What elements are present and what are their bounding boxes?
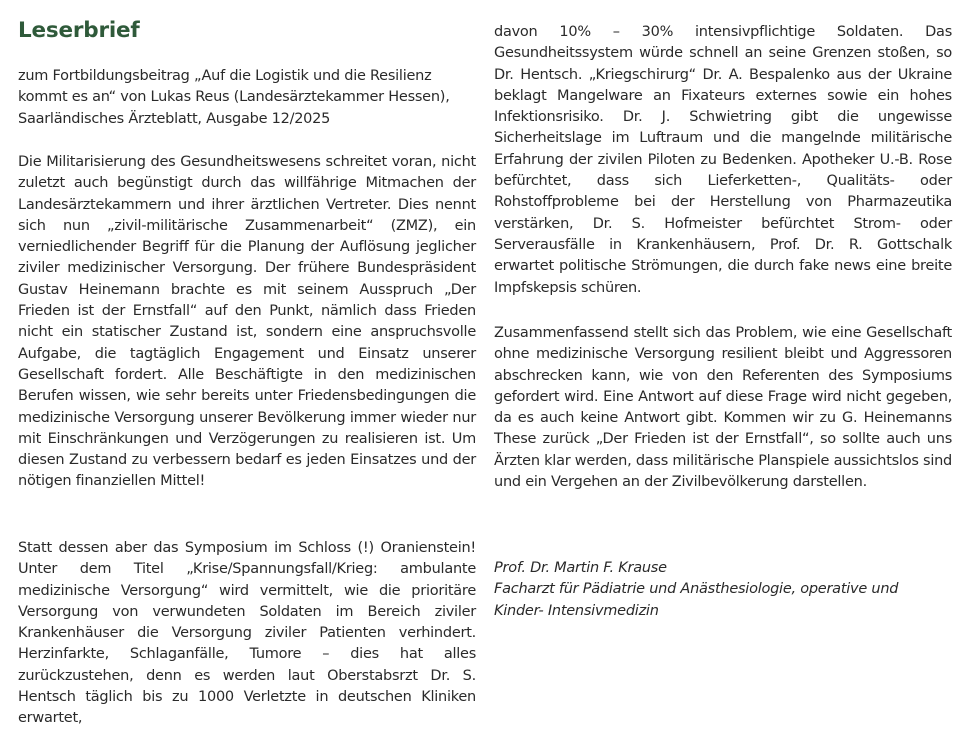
paragraph-2: Statt dessen aber das Symposium im Schloss (!) Oranienstein! Unter dem Titel „Krise/Spannungsfall/Krieg: ambulante medizinische Versorgung“ wird vermittelt, wie die prioritäre Versorgung von verwundeten Soldaten im Bereich ziviler Krankenhäuser die Versorgung ziviler Patienten verhindert. Herzinfarkte, Schlaganfälle, Tumore – dies hat alles zurückzustehen, denn es werden laut Oberstabsrzt Dr. S. Hentsch täglich bis zu 1000 Verletzte in deutschen Kliniken erwartet, bbox=[18, 540, 476, 727]
paragraph-4: Zusammenfassend stellt sich das Problem, wie eine Gesellschaft ohne medizinische Versorgung resilient bleibt und Aggressoren abschrecken kann, wie von den Referenten des Symposiums gefordert wird. Eine Antwort auf diese Frage wird nicht gegeben, da es auch keine Antwort gibt. Kommen wir zu G. Heinemanns These zurück „Der Frieden ist der Ernstfall“, so sollte auch uns Ärzten klar werden, dass militärische Planspiele aussichtslos sind und ein Vergehen an der Zivilbevölkerung darstellen. bbox=[494, 325, 952, 491]
signature-name: Prof. Dr. Martin F. Krause bbox=[494, 560, 667, 576]
signature-title-line-1: Facharzt für Pädiatrie und Anästhesiologie, operative und bbox=[494, 581, 899, 598]
letter-heading: Leserbrief bbox=[18, 18, 140, 43]
signature-title-line-2: Kinder- Intensivmedizin bbox=[494, 602, 659, 619]
letter-intro: zum Fortbildungsbeitrag „Auf die Logistik und die Resilienz kommt es an“ von Lukas Reus (Landesärztekammer Hessen), Saarländisches Ärzteblatt, Ausgabe 12/2025 bbox=[18, 68, 450, 127]
paragraph-1: Die Militarisierung des Gesundheitswesens schreitet voran, nicht zuletzt auch begünstigt durch das willfährige Mitmachen der Landesärztekammern und ihrer ärztlichen Vertreter. Dies nennt sich nun „zivil-militärische Zusammenarbeit“ (ZMZ), ein verniedlichender Begriff für die Planung der Auflösung jeglicher ziviler medizinischer Versorgung. Der frühere Bundespräsident Gustav Heinemann brachte es mit seinem Ausspruch „Der Frieden ist der Ernstfall“ auf den Punkt, nämlich dass Frieden nicht ein statischer Zustand ist, sondern eine anspruchsvolle Aufgabe, die tagtäglich Engagement und Einsatz unserer Gesellschaft fordert. Alle Beschäftigte in den medizinischen Berufen wissen, wie sehr bereits unter Friedensbedingungen die medizinische Versorgung unserer Bevölkerung immer wieder nur mit Einschränkungen und Verzögerungen zu realisieren ist. Um diesen Zustand zu verbessern bedarf es jeden Einsatzes und der nötigen finanziellen Mittel! bbox=[18, 154, 476, 490]
signature-block bbox=[494, 558, 952, 622]
paragraph-3: davon 10% – 30% intensivpflichtige Soldaten. Das Gesundheitssystem würde schnell an seine Grenzen stoßen, so Dr. Hentsch. „Kriegschirurg“ Dr. A. Bespalenko aus der Ukraine beklagt Mangelware an Fixateurs externes sowie ein hohes Infektionsrisiko. Dr. J. Schwietring gibt die ungewisse Sicherheitslage im Luftraum und die mangelnde militärische Erfahrung der zivilen Piloten zu Bedenken. Apotheker U.-B. Rose befürchtet, dass sich Lieferketten-, Qualitäts- oder Rohstoffprobleme bei der Herstellung von Pharmazeutika verstärken, Dr. S. Hofmeister befürchtet Strom- oder Serverausfälle in Krankenhäusern, Prof. Dr. R. Gottschalk erwartet politische Strömungen, die durch fake news eine breite Impfskepsis schüren. bbox=[494, 24, 952, 296]
